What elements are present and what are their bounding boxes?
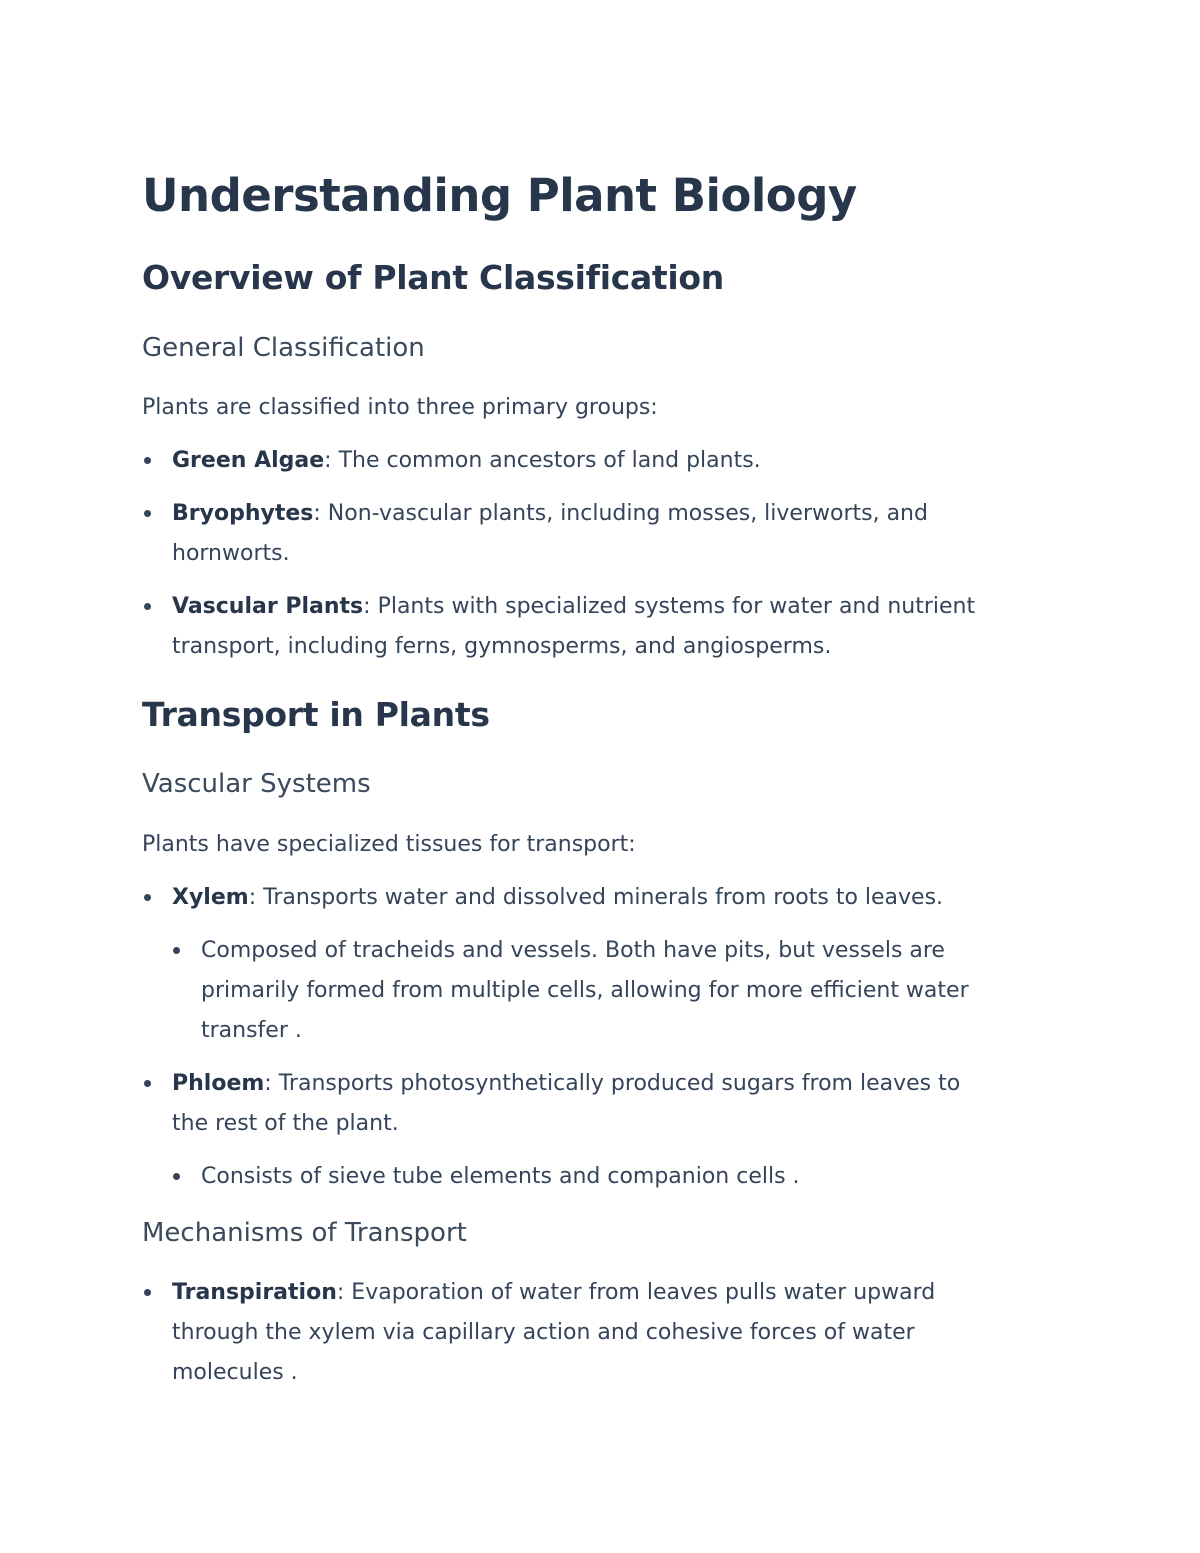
list-item-xylem: Xylem: Transports water and dissolved minerals from roots to leaves. bbox=[142, 878, 969, 918]
term-bryophytes: Bryophytes bbox=[172, 501, 314, 526]
subheading-vascular-systems: Vascular Systems bbox=[142, 769, 371, 799]
term-xylem: Xylem bbox=[172, 885, 249, 910]
list-item-transpiration: Transpiration: Evaporation of water from leaves pulls water upward through the xylem via capillary action and cohesive forces of water molecules . bbox=[142, 1273, 935, 1393]
subheading-mechanisms: Mechanisms of Transport bbox=[142, 1218, 467, 1248]
list-item-xylem-detail: Composed of tracheids and vessels. Both have pits, but vessels are primarily formed from multiple cells, allowing for more efficient water transfer . bbox=[142, 931, 969, 1051]
subheading-general-classification: General Classification bbox=[142, 333, 425, 363]
list-item-phloem: Phloem: Transports photosynthetically produced sugars from leaves to the rest of the plant. bbox=[142, 1064, 969, 1144]
vascular-intro: Plants have specialized tissues for transport: bbox=[142, 832, 636, 857]
section-heading-transport: Transport in Plants bbox=[142, 695, 490, 734]
list-item-bryophytes: Bryophytes: Non-vascular plants, including mosses, liverworts, and hornworts. bbox=[142, 494, 975, 574]
term-vascular-plants: Vascular Plants bbox=[172, 594, 364, 619]
classification-list bbox=[142, 441, 975, 667]
term-phloem: Phloem bbox=[172, 1071, 265, 1096]
vascular-list bbox=[142, 878, 969, 1197]
mechanisms-list bbox=[142, 1273, 935, 1393]
page-title: Understanding Plant Biology bbox=[142, 169, 857, 222]
list-item-green-algae: Green Algae: The common ancestors of land plants. bbox=[142, 441, 975, 481]
term-green-algae: Green Algae bbox=[172, 448, 325, 473]
list-item-vascular-plants: Vascular Plants: Plants with specialized systems for water and nutrient transport, including ferns, gymnosperms, and angiosperms. bbox=[142, 587, 975, 667]
term-transpiration: Transpiration bbox=[172, 1280, 337, 1305]
section-heading-classification: Overview of Plant Classification bbox=[142, 258, 724, 297]
classification-intro: Plants are classified into three primary groups: bbox=[142, 395, 658, 420]
list-item-phloem-detail: Consists of sieve tube elements and companion cells . bbox=[142, 1157, 969, 1197]
